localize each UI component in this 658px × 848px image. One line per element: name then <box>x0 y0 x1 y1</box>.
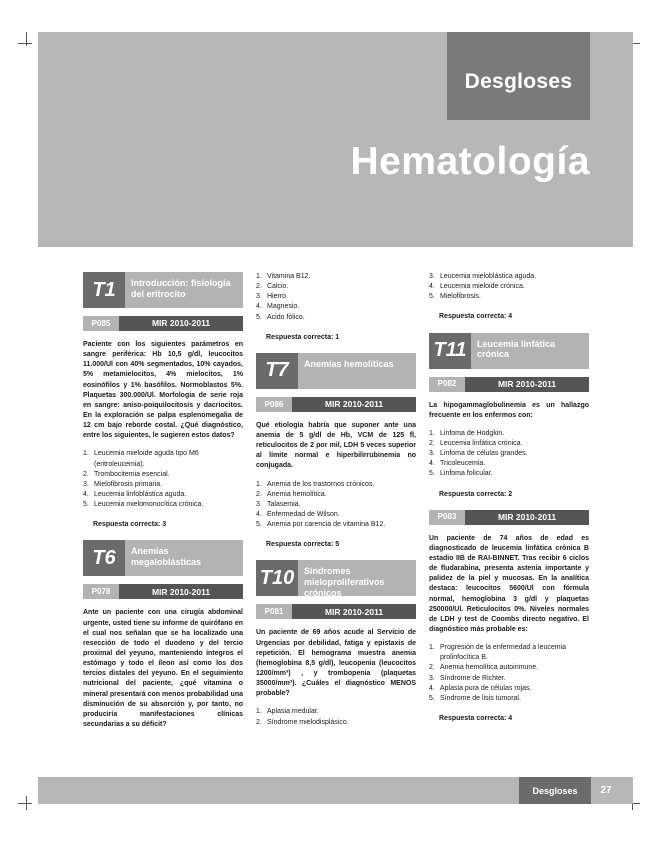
topic-header <box>256 353 416 389</box>
list-item: 2. Trombocitemia esencial. <box>83 470 170 478</box>
question-code: P083 <box>429 510 465 525</box>
list-item: 5. Mielofibrosis. <box>429 293 481 301</box>
list-item: 2. Calcio. <box>256 283 289 291</box>
list-item: 5. Síndrome de lisis tumoral. <box>429 694 521 702</box>
list-item: 3. Talasemia. <box>256 500 301 508</box>
topic-label: Anemias megaloblásticas <box>125 540 243 576</box>
column-2 <box>256 272 416 738</box>
topic-header <box>256 560 416 596</box>
crop-mark <box>18 43 32 44</box>
topic-label: Introducción: fisiología del eritrocito <box>125 272 243 308</box>
list-item: 3. Síndrome de Richter. <box>429 674 506 682</box>
options-list <box>429 429 589 480</box>
topic-number: T1 <box>83 272 125 308</box>
topic-header <box>429 333 589 369</box>
correct-answer: Respuesta correcta: 5 <box>266 541 340 549</box>
topic-header <box>83 540 243 576</box>
section-label: Desgloses <box>464 70 573 93</box>
question-code: P086 <box>256 397 292 412</box>
options-list <box>256 272 416 323</box>
list-item: 1. Vitamina B12. <box>256 273 311 280</box>
question-bar <box>83 584 243 599</box>
list-item: 5. Leucemia mielomonocítica crónica. <box>83 501 204 509</box>
list-item: 4. Enfermedad de Wilson. <box>256 510 340 518</box>
question-code: P085 <box>83 316 119 331</box>
correct-answer: Respuesta correcta: 4 <box>439 714 513 722</box>
list-item: 4. Magnesio. <box>256 303 300 311</box>
correct-answer: Respuesta correcta: 3 <box>93 521 167 529</box>
question-code: P081 <box>256 604 292 619</box>
list-item: 5. Acido fólico. <box>256 313 305 321</box>
list-item: 5. Anemia por carencia de vitamina B12. <box>256 521 386 529</box>
crop-mark <box>18 803 32 804</box>
question-bar <box>256 604 416 619</box>
options-list <box>429 643 589 704</box>
list-item: 2. Anemia hemolítica. <box>256 490 327 498</box>
question-text: Paciente con los siguientes parámetros en sangre periférica: Hb 10,5 g/dl, leucocitos 11.000/Ul con 40% segmentados, 10% cayados, 5% metamielocitos, 4% mielocitos, 1% eosinófilos y 1% basófilos. Normoblastos 5%. Plaquetas 300.000/Ul. Morfología de serie roja en sangre: aniso-poiquilocitosis y dacriocitos. En la exploración se palpa esplenomegalia de 12 cm bajo reborde costal. ¿Qué diagnóstico, entre los siguientes, le sugieren estos datos? <box>83 341 243 440</box>
list-item: 4. Leucemia mieloide crónica. <box>429 283 525 291</box>
list-item: 1. Aplasia medular. <box>256 708 319 716</box>
footer-section-label: Desgloses <box>519 777 591 804</box>
list-item: 2. Anemia hemolítica autoinmune. <box>429 664 539 672</box>
topic-number: T7 <box>256 353 298 389</box>
topic-label: Síndromes mieloproliferativos crónicos <box>298 560 416 596</box>
list-item: 4. Tricoleucemia. <box>429 460 486 468</box>
question-text: La hipogammaglobulinemia es un hallazgo frecuente en los enfermos con: <box>429 401 589 419</box>
options-list <box>256 707 416 727</box>
options-list <box>429 272 589 302</box>
list-item: 2. Síndrome mielodisplásico. <box>256 718 349 726</box>
topic-number: T10 <box>256 560 298 596</box>
question-bar <box>429 510 589 525</box>
question-source: MIR 2010-2011 <box>292 604 416 619</box>
correct-answer: Respuesta correcta: 2 <box>439 490 513 498</box>
page-title: Hematología <box>350 140 590 183</box>
topic-number: T6 <box>83 540 125 576</box>
question-source: MIR 2010-2011 <box>292 397 416 412</box>
list-item: 1. Anemia de los trastornos crónicos. <box>256 480 375 488</box>
question-text: Ante un paciente con una cirugía abdominal urgente, usted tiene su informe de quirófano en el cual nos señalan que se ha localizado una resección de todo el duodeno y del tercio proximal del yeyuno, manteniendo íntegros el estómago y todo el íleon así como los dos tercios distales del yeyuno. En el seguimiento nutricional del paciente, ¿qué vitamina o mineral presentará con menos probabilidad una disminución de su absorción y, por tanto, no produciría manifestaciones clínicas secundarias a su déficit? <box>83 609 243 728</box>
list-item: 3. Mielofibrosis primaria. <box>83 480 163 488</box>
list-item: 5. Linfoma folicular. <box>429 470 493 478</box>
question-source: MIR 2010-2011 <box>119 584 243 599</box>
question-bar <box>429 377 589 392</box>
list-item: 1. Linfoma de Hodgkin. <box>429 429 505 437</box>
list-item: 3. Linfoma de células grandes. <box>429 450 528 458</box>
correct-answer: Respuesta correcta: 4 <box>439 313 513 321</box>
question-code: P078 <box>83 584 119 599</box>
list-item: 1. Progresión de la enfermedad a leucemia prolinfocítica B. <box>429 644 567 662</box>
question-text: Qué etiología habría que suponer ante una anemia de 5 g/dl de Hb, VCM de 125 fl, reticulocitos de 2 por mil, LDH 5 veces superior al límite normal e hiperbilirrubinemia no conjugada. <box>256 421 416 470</box>
question-bar <box>83 316 243 331</box>
topic-number: T11 <box>429 333 471 369</box>
question-code: P082 <box>429 377 465 392</box>
list-item: 4. Aplasia pura de células rojas. <box>429 684 532 692</box>
question-text: Un paciente de 74 años de edad es diagnosticado de leucemia linfática crónica B estadio IIB de RAI-BINNET. Tras recibir 6 ciclos de fludarabina, presenta astenia importante y palidez de la piel y mucosas. En la analítica destaca: leucocitos 5600/Ul con fórmula normal, hemoglobina 3 g/dl y plaquetas 250000/Ul. Reticulocitos 0%. Niveles normales de LDH y test de Coombs directo negativo. El diagnóstico más probable es: <box>429 534 589 633</box>
correct-answer: Respuesta correcta: 1 <box>266 333 340 341</box>
section-tab <box>447 32 590 120</box>
topic-header <box>83 272 243 308</box>
question-text: Un paciente de 69 años acude al Servicio de Urgencias por debilidad, fatiga y epistaxis de repetición. El hemograma muestra anemia (hemoglobina 8,5 g/dl), leucopenia (leucocitos 1200/mm³) , y trombopenia (plaquetas 35000/mm³). ¿Cuáles el diagnóstico MENOS probable? <box>256 629 416 698</box>
list-item: 3. Hierro. <box>256 293 289 301</box>
list-item: 2. Leucemia linfática crónica. <box>429 439 523 447</box>
options-list <box>256 480 416 531</box>
topic-label: Anemias hemolíticas <box>298 353 416 389</box>
column-3 <box>429 272 589 734</box>
list-item: 4. Leucemia linfoblástica aguda. <box>83 490 187 498</box>
question-source: MIR 2010-2011 <box>465 377 589 392</box>
question-source: MIR 2010-2011 <box>119 316 243 331</box>
crop-mark <box>26 32 27 46</box>
list-item: 1. Leucemia mieloide aguda tipo M6 (eritroleucemia). <box>83 450 199 468</box>
topic-label: Leucemia linfática crónica <box>471 333 589 369</box>
column-1 <box>83 272 243 738</box>
crop-mark <box>26 796 27 810</box>
question-source: MIR 2010-2011 <box>465 510 589 525</box>
options-list <box>83 449 243 510</box>
page-number: 27 <box>600 785 612 796</box>
question-bar <box>256 397 416 412</box>
list-item: 3. Leucemia mieloblástica aguda. <box>429 273 537 280</box>
